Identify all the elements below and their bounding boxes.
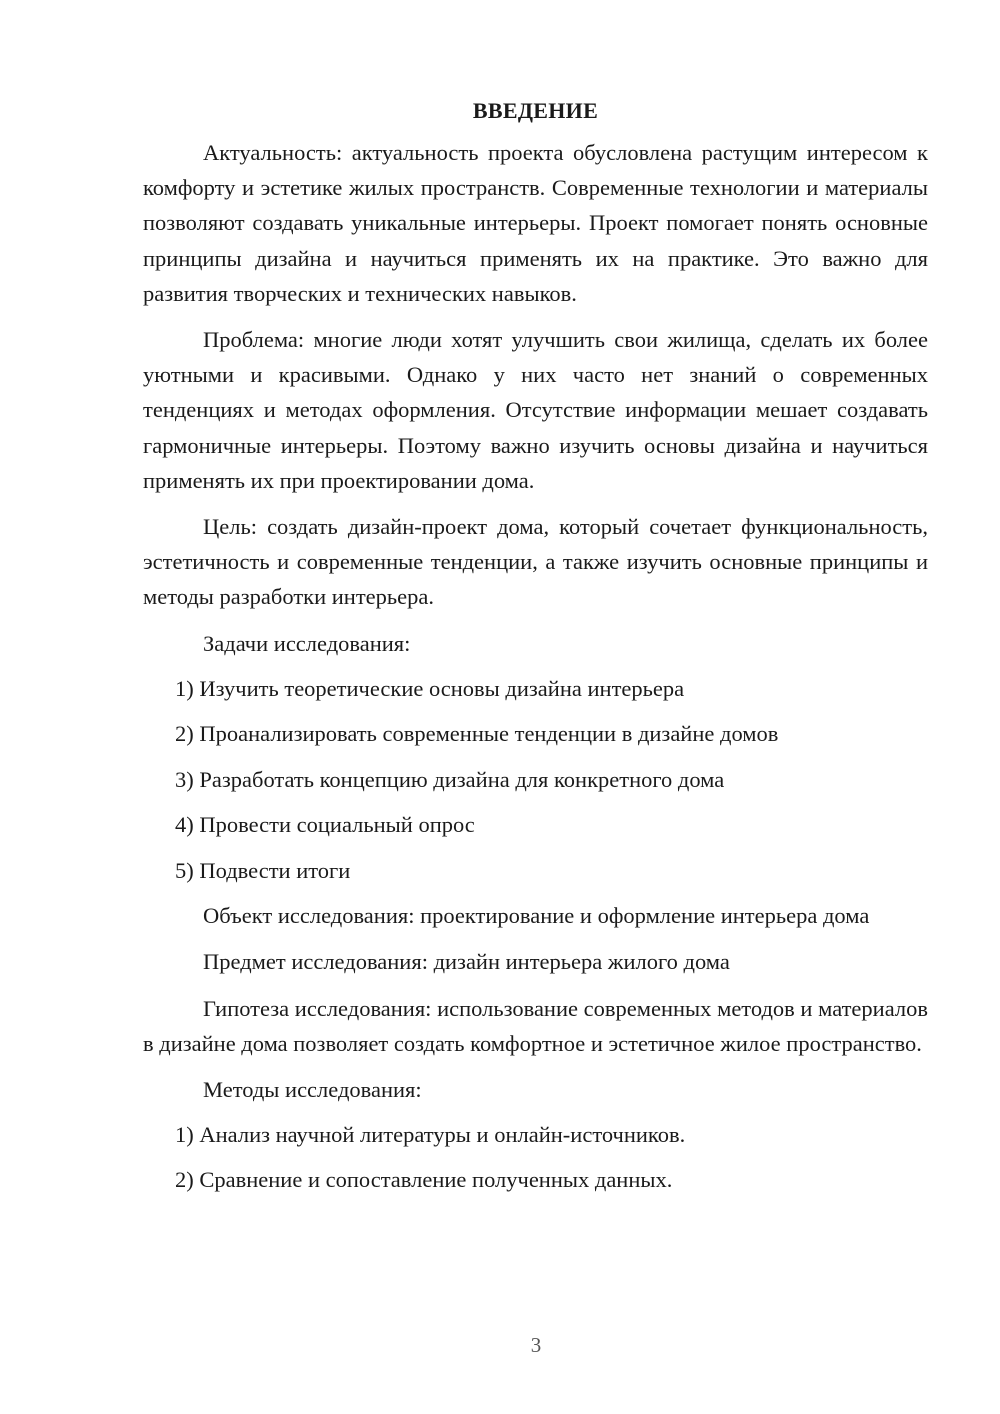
paragraph-problem: Проблема: многие люди хотят улучшить свои жилища, сделать их более уютными и красивыми. Однако у них часто нет знаний о современных тенденциях и методах оформления. Отсутствие информации мешает создавать гармоничные интерьеры. Поэтому важно изучить основы дизайна и научиться применять их при проектировании дома. xyxy=(143,327,928,493)
method-item-2: 2) Сравнение и сопоставление полученных данных. xyxy=(175,1167,673,1193)
task-item-3: 3) Разработать концепцию дизайна для конкретного дома xyxy=(175,766,725,792)
task-item-1: 1) Изучить теоретические основы дизайна интерьера xyxy=(175,675,685,701)
task-item-4: 4) Провести социальный опрос xyxy=(175,812,475,838)
section-heading: ВВЕДЕНИЕ xyxy=(472,98,599,123)
paragraph-relevance: Актуальность: актуальность проекта обусловлена растущим интересом к комфорту и эстетике жилых пространств. Современные технологии и материалы позволяют создавать уникальные интерьеры. Проект помогает понять основные принципы дизайна и научиться применять их на практике. Это важно для развития творческих и технических навыков. xyxy=(143,140,928,306)
task-item-2: 2) Проанализировать современные тенденции в дизайне домов xyxy=(175,721,779,747)
paragraph-hypothesis: Гипотеза исследования: использование современных методов и материалов в дизайне дома позволяет создать комфортное и эстетичное жилое пространство. xyxy=(143,995,928,1056)
task-item-5: 5) Подвести итоги xyxy=(175,857,351,883)
methods-label: Методы исследования: xyxy=(203,1076,422,1102)
method-item-1: 1) Анализ научной литературы и онлайн-источников. xyxy=(175,1121,686,1147)
paragraph-object: Объект исследования: проектирование и оформление интерьера дома xyxy=(203,903,870,929)
tasks-label: Задачи исследования: xyxy=(203,630,411,656)
page-number: 3 xyxy=(530,1333,542,1357)
page-content xyxy=(143,93,928,1208)
paragraph-goal: Цель: создать дизайн-проект дома, который сочетает функциональность, эстетичность и современные тенденции, а также изучить основные принципы и методы разработки интерьера. xyxy=(143,514,928,610)
paragraph-subject: Предмет исследования: дизайн интерьера жилого дома xyxy=(203,949,730,975)
